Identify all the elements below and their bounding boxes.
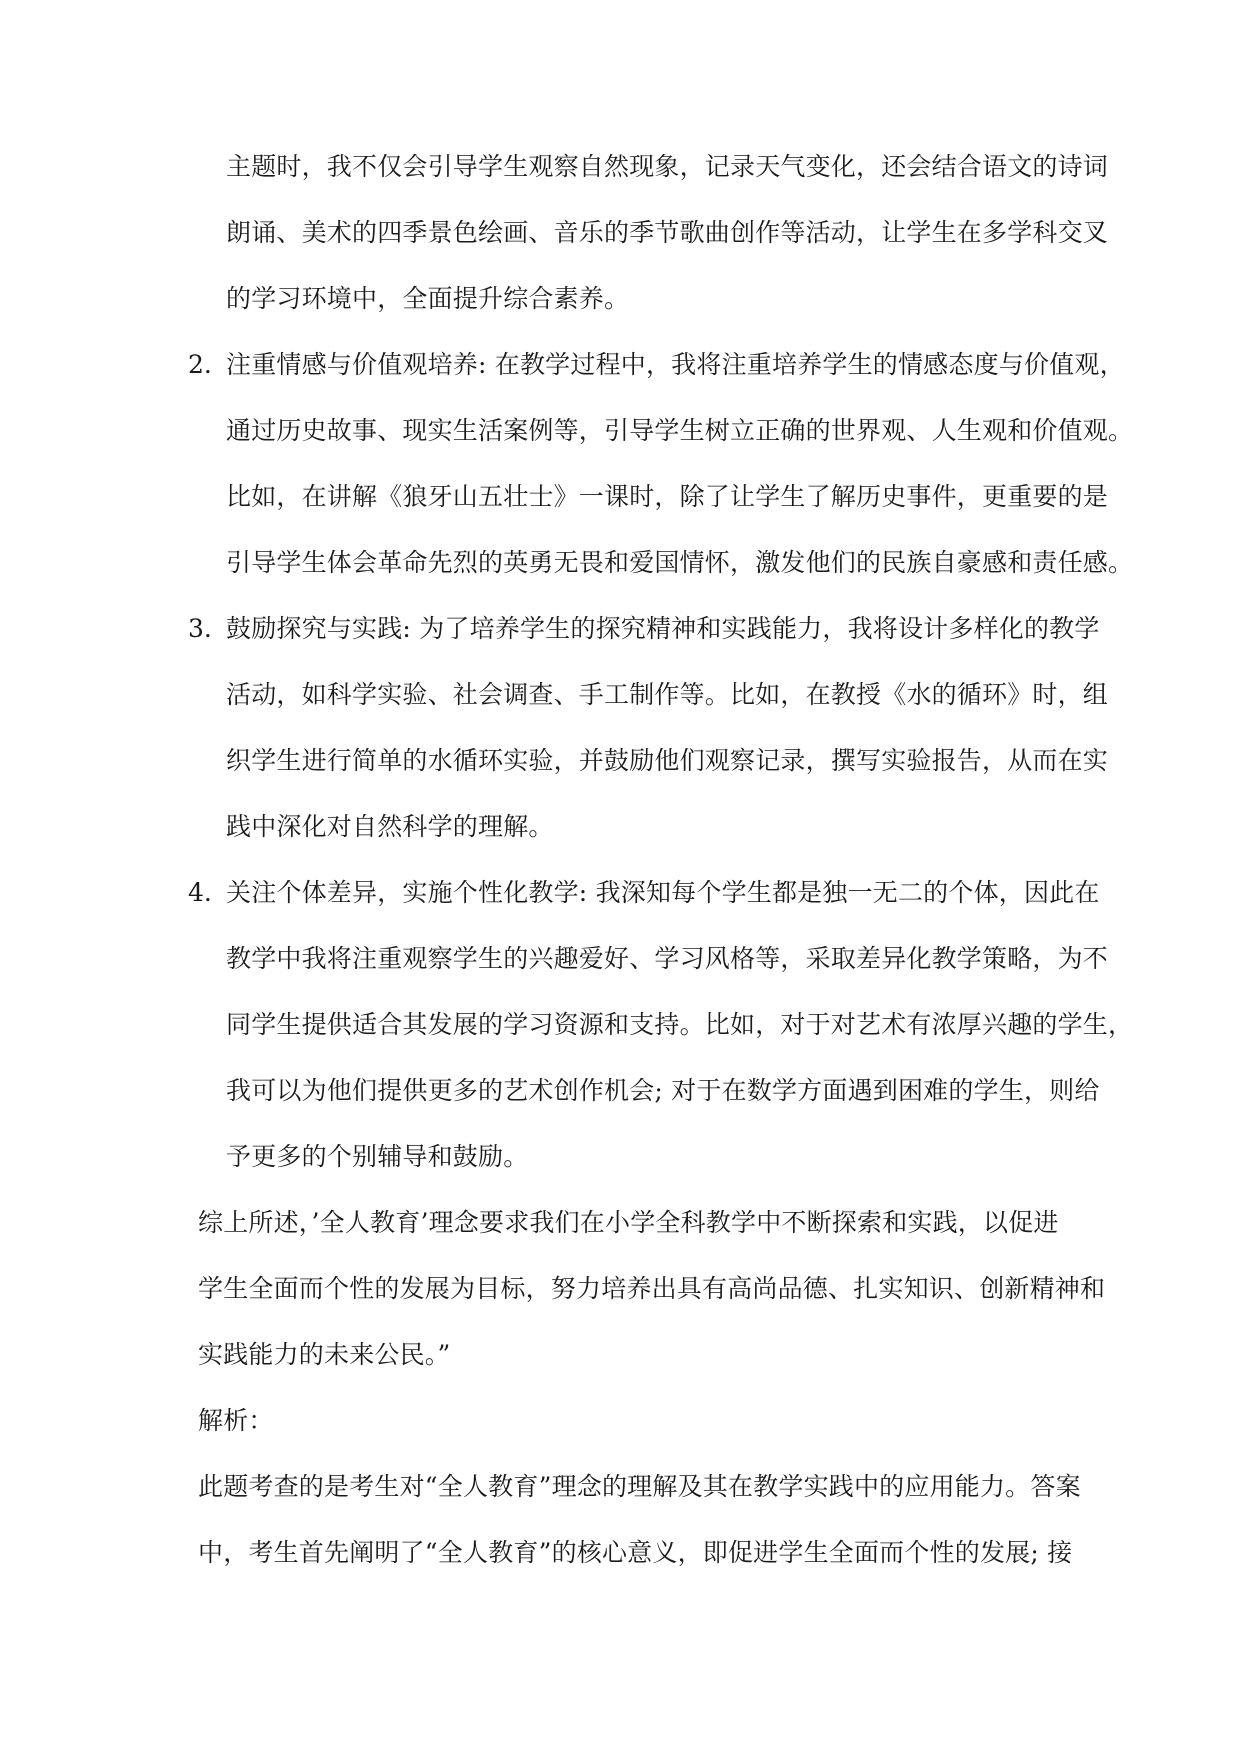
text-line: 教学中我将注重观察学生的兴趣爱好、学习风格等，采取差异化教学策略，为不 <box>226 944 1109 973</box>
text-line: 予更多的个别辅导和鼓励。 <box>226 1142 529 1171</box>
text-line: 比如，在讲解《狼牙山五壮士》一课时，除了让学生了解历史事件，更重要的是 <box>226 482 1109 511</box>
text-line: 此题考查的是考生对“全人教育”理念的理解及其在教学实践中的应用能力。答案 <box>198 1472 1081 1501</box>
text-line: 朗诵、美术的四季景色绘画、音乐的季节歌曲创作等活动，让学生在多学科交叉 <box>226 218 1109 247</box>
list-item-number: 3. <box>188 614 212 643</box>
text-line: 我可以为他们提供更多的艺术创作机会; 对于在数学方面遇到困难的学生，则给 <box>226 1076 1100 1105</box>
text-line: 中，考生首先阐明了“全人教育”的核心意义，即促进学生全面而个性的发展; 接 <box>198 1538 1073 1567</box>
text-line: 实践能力的未来公民。” <box>198 1340 451 1369</box>
analysis-label: 解析： <box>198 1406 274 1435</box>
list-item-number: 2. <box>188 350 212 379</box>
text-line: 的学习环境中，全面提升综合素养。 <box>226 284 630 313</box>
text-line: 关注个体差异，实施个性化教学: 我深知每个学生都是独一无二的个体，因此在 <box>226 878 1100 907</box>
text-line: 践中深化对自然科学的理解。 <box>226 812 554 841</box>
list-item-number: 4. <box>188 878 212 907</box>
text-line: 学生全面而个性的发展为目标，努力培养出具有高尚品德、扎实知识、创新精神和 <box>198 1274 1106 1303</box>
text-line: 主题时，我不仅会引导学生观察自然现象，记录天气变化，还会结合语文的诗词 <box>226 152 1109 181</box>
text-line: 活动，如科学实验、社会调查、手工制作等。比如，在教授《水的循环》时，组 <box>226 680 1109 709</box>
text-line: 注重情感与价值观培养: 在教学过程中，我将注重培养学生的情感态度与价值观， <box>226 350 1125 379</box>
text-line: 织学生进行简单的水循环实验，并鼓励他们观察记录，撰写实验报告，从而在实 <box>226 746 1109 775</box>
text-line: 鼓励探究与实践: 为了培养学生的探究精神和实践能力，我将设计多样化的教学 <box>226 614 1100 643</box>
text-line: 同学生提供适合其发展的学习资源和支持。比如，对于对艺术有浓厚兴趣的学生， <box>226 1010 1134 1039</box>
text-line: 引导学生体会革命先烈的英勇无畏和爱国情怀，激发他们的民族自豪感和责任感。 <box>226 548 1134 577</box>
text-line: 综上所述，’全人教育’理念要求我们在小学全科教学中不断探索和实践，以促进 <box>198 1208 1059 1237</box>
text-line: 通过历史故事、现实生活案例等，引导学生树立正确的世界观、人生观和价值观。 <box>226 416 1134 445</box>
